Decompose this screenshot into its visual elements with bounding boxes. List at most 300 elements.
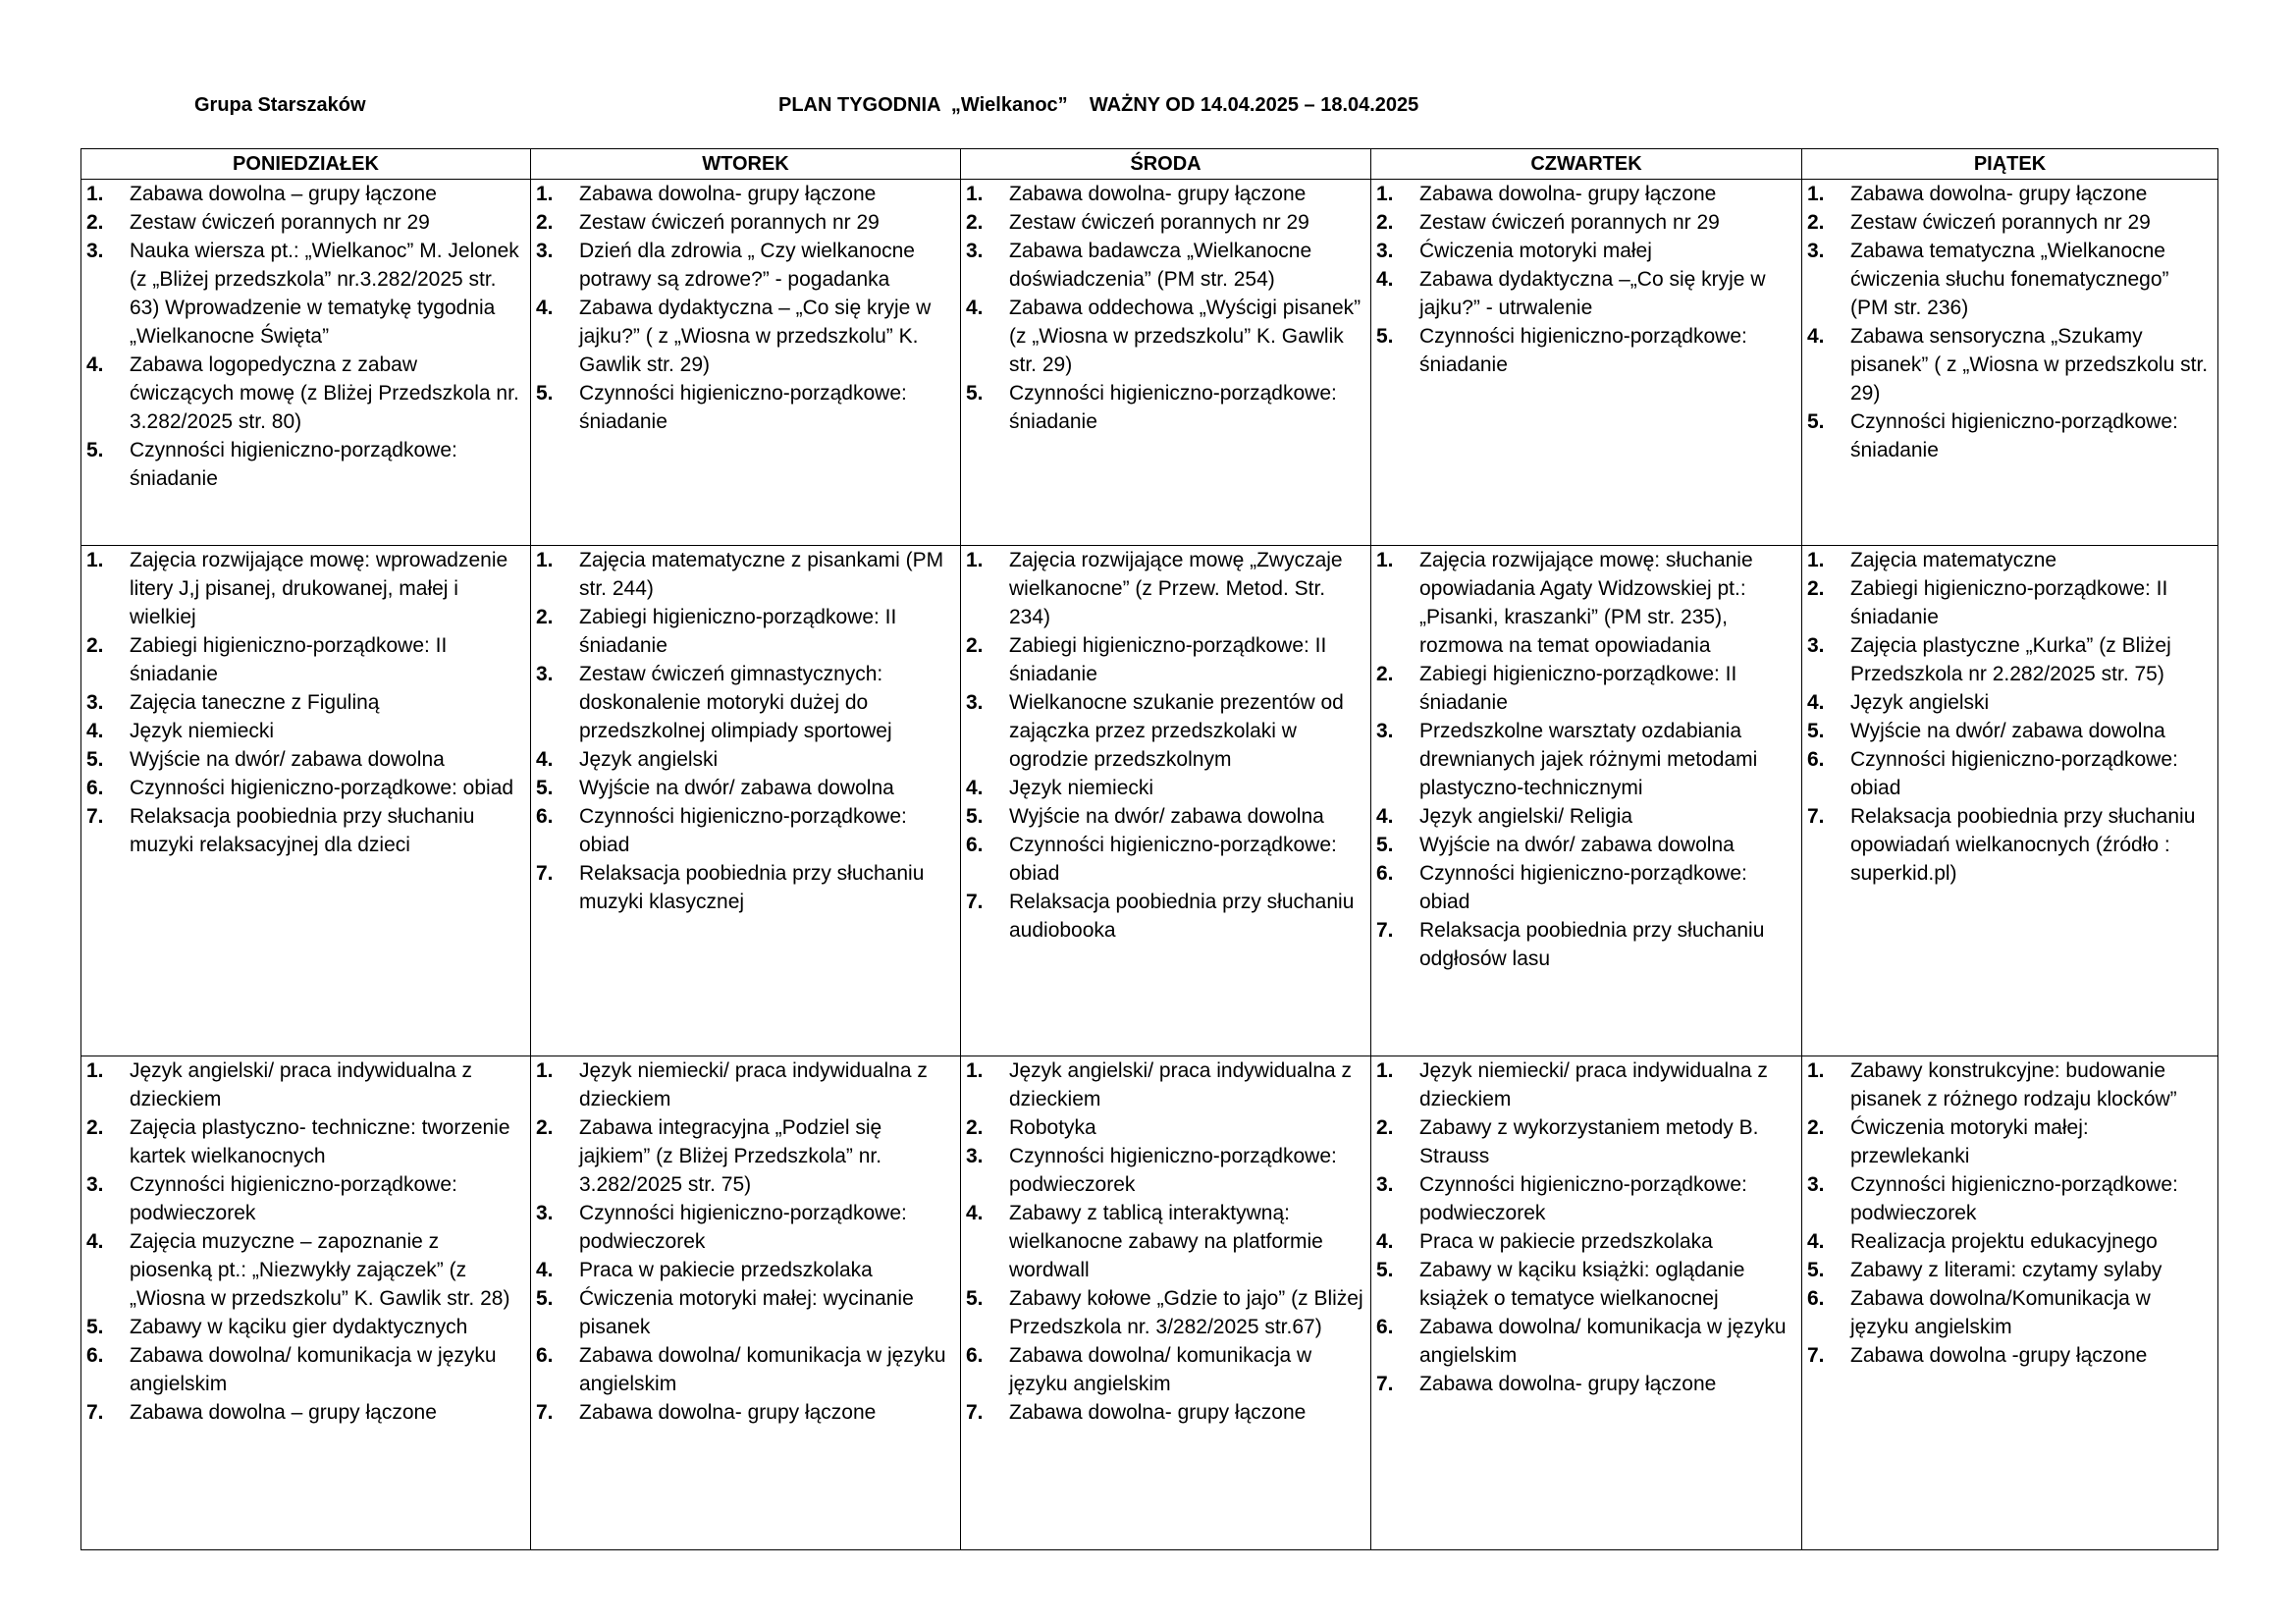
activity-item [966,237,1364,294]
activity-text: Czynności higieniczno-porządkowe: obiad [130,777,514,800]
activity-item [536,237,954,294]
activity-number: 6. [966,834,984,857]
activity-number: 4. [966,777,984,800]
activity-text: Zabawy z tablicą interaktywną: wielkanocne zabawy na platformie wordwall [1009,1201,1323,1281]
activity-text: Zabawa dowolna/ komunikacja w języku angielskim [1419,1315,1787,1367]
activity-number: 5. [536,1286,554,1310]
activity-number: 1. [536,1058,554,1082]
activity-text: Zabiegi higieniczno-porządkowe: II śniadanie [1850,577,2168,629]
activity-list [1807,180,2212,464]
cell-monday-afternoon [81,1056,531,1549]
activity-item [86,688,524,717]
activity-number: 2. [966,1115,984,1139]
activity-item [536,859,954,916]
activity-number: 6. [86,1343,104,1367]
activity-text: Język angielski/ praca indywidualna z dzieckiem [130,1058,473,1110]
activity-item [966,208,1364,237]
activity-number: 3. [1376,240,1394,262]
activity-text: Zabawa tematyczna „Wielkanocne ćwiczenia słuchu fonematycznego” (PM str. 236) [1850,240,2169,319]
activity-item [1376,180,1795,208]
activity-text: Zabiegi higieniczno-porządkowe: II śniadanie [1419,663,1737,715]
activity-number: 4. [1807,325,1825,348]
activity-number: 3. [86,1172,104,1196]
activity-text: Ćwiczenia motoryki małej [1419,240,1652,262]
activity-number: 3. [1376,720,1394,743]
activity-text: Język niemiecki [130,720,275,743]
activity-number: 2. [536,606,554,629]
activity-number: 4. [536,748,554,772]
activity-number: 5. [966,382,984,405]
activity-text: Zabiegi higieniczno-porządkowe: II śniadanie [1009,634,1327,686]
activity-list [86,180,524,493]
activity-list [536,1056,954,1427]
activity-number: 1. [1807,549,1825,572]
activity-item [86,774,524,802]
activity-number: 5. [1376,1258,1394,1281]
activity-text: Dzień dla zdrowia „ Czy wielkanocne potrawy są zdrowe?” - pogadanka [579,240,915,291]
activity-number: 3. [536,663,554,686]
activity-text: Zestaw ćwiczeń gimnastycznych: doskonalenie motoryki dużej do przedszkolnej olimpiady sportowej [579,663,892,743]
activity-item [1807,802,2212,888]
activity-item [1807,1341,2212,1370]
plan-row-midday [81,546,2218,1056]
activity-number: 4. [86,1229,104,1253]
activity-text: Czynności higieniczno-porządkowe: śniadanie [1419,325,1747,376]
activity-text: Relaksacja poobiednia przy słuchaniu muzyki klasycznej [579,862,925,914]
activity-item [1376,660,1795,717]
activity-text: Zabawa dowolna – grupy łączone [130,1400,437,1424]
activity-item [86,1113,524,1170]
activity-item [536,294,954,379]
activity-number: 2. [1807,1115,1825,1139]
activity-item [536,1056,954,1113]
activity-number: 4. [966,1201,984,1224]
activity-item [1376,1313,1795,1370]
activity-number: 7. [966,891,984,914]
activity-text: Praca w pakiecie przedszkolaka [579,1258,873,1281]
activity-number: 1. [1376,1058,1394,1082]
activity-item [966,1199,1364,1284]
activity-number: 5. [1807,720,1825,743]
activity-list [1807,546,2212,888]
activity-item [966,1056,1364,1113]
activity-item [536,1284,954,1341]
weekly-plan-table [80,148,2218,1550]
activity-number: 2. [1376,1115,1394,1139]
activity-item [966,1113,1364,1142]
activity-item [536,774,954,802]
activity-list [536,546,954,916]
cell-tuesday-afternoon [531,1056,961,1549]
activity-text: Wyjście na dwór/ zabawa dowolna [1850,720,2165,743]
activity-number: 3. [966,1144,984,1167]
activity-item [966,831,1364,888]
activity-number: 5. [966,805,984,829]
activity-text: Czynności higieniczno-porządkowe: podwieczorek [1009,1144,1337,1196]
activity-number: 5. [536,382,554,405]
activity-text: Wyjście na dwór/ zabawa dowolna [130,748,445,772]
activity-text: Język niemiecki [1009,777,1154,800]
day-header-thursday: CZWARTEK [1371,149,1802,180]
activity-number: 6. [86,777,104,800]
activity-number: 1. [966,183,984,205]
activity-text: Nauka wiersza pt.: „Wielkanoc” M. Jelonek (z „Bliżej przedszkola” nr.3.282/2025 str. 63) Wprowadzenie w tematykę tygodnia „Wielkanocne Święta” [130,240,519,348]
activity-item [536,1199,954,1256]
activity-text: Wyjście na dwór/ zabawa dowolna [1009,805,1324,829]
activity-number: 5. [1807,1258,1825,1281]
activity-item [86,351,524,436]
activity-text: Realizacja projektu edukacyjnego [1850,1229,2158,1253]
activity-list [1807,1056,2212,1370]
activity-item [966,379,1364,436]
activity-text: Robotyka [1009,1115,1096,1139]
activity-item [966,802,1364,831]
activity-item [536,1256,954,1284]
activity-item [86,208,524,237]
activity-number: 7. [1807,805,1825,829]
cell-monday-midday [81,546,531,1056]
activity-item [966,1398,1364,1427]
activity-text: Zabawy kołowe „Gdzie to jajo” (z Bliżej Przedszkola nr. 3/282/2025 str.67) [1009,1286,1363,1338]
activity-item [1807,631,2212,688]
activity-text: Zajęcia plastyczne „Kurka” (z Bliżej Przedszkola nr 2.282/2025 str. 75) [1850,634,2171,686]
activity-item [1376,1170,1795,1227]
activity-item [966,180,1364,208]
activity-number: 5. [86,748,104,772]
activity-text: Zabawa dydaktyczna – „Co się kryje w jajku?” ( z „Wiosna w przedszkolu” K. Gawlik str. 29) [579,297,932,376]
activity-text: Zabawy w kąciku książki: oglądanie książek o tematyce wielkanocnej [1419,1258,1745,1310]
activity-number: 5. [86,1315,104,1338]
activity-item [536,180,954,208]
activity-text: Zabiegi higieniczno-porządkowe: II śniadanie [130,634,448,686]
activity-text: Wyjście na dwór/ zabawa dowolna [1419,834,1735,857]
activity-text: Czynności higieniczno-porządkowe: podwieczorek [1850,1172,2178,1224]
activity-text: Zestaw ćwiczeń porannych nr 29 [130,211,430,234]
activity-item [536,745,954,774]
activity-item [86,1056,524,1113]
activity-number: 6. [1376,862,1394,886]
activity-item [1376,802,1795,831]
activity-item [1807,1227,2212,1256]
activity-number: 5. [1376,834,1394,857]
activity-number: 2. [86,634,104,658]
activity-list [1376,180,1795,379]
activity-text: Zabawa logopedyczna z zabaw ćwiczących mowę (z Bliżej Przedszkola nr. 3.282/2025 str. 80) [130,353,519,433]
activity-text: Zabawa dowolna -grupy łączone [1850,1343,2148,1367]
activity-item [966,888,1364,945]
activity-text: Zabawa oddechowa „Wyścigi pisanek” (z „Wiosna w przedszkolu” K. Gawlik str. 29) [1009,297,1362,376]
activity-item [1376,1113,1795,1170]
activity-number: 5. [1376,325,1394,348]
activity-item [86,717,524,745]
activity-text: Zabawa sensoryczna „Szukamy pisanek” ( z „Wiosna w przedszkolu str. 29) [1850,325,2209,405]
activity-number: 5. [536,777,554,800]
activity-list [966,546,1364,945]
day-header-friday: PIĄTEK [1802,149,2218,180]
day-header-tuesday: WTOREK [531,149,961,180]
activity-item [1807,688,2212,717]
activity-text: Relaksacja poobiednia przy słuchaniu muzyki relaksacyjnej dla dzieci [130,805,475,857]
activity-number: 4. [536,1258,554,1281]
activity-text: Zabawa dowolna- grupy łączone [1419,183,1717,205]
activity-number: 3. [966,240,984,262]
activity-text: Zajęcia rozwijające mowę: słuchanie opowiadania Agaty Widzowskiej pt.: „Pisanki, kraszanki” (PM str. 235), rozmowa na temat opowiadania [1419,549,1753,658]
activity-number: 2. [536,1115,554,1139]
activity-text: Przedszkolne warsztaty ozdabiania drewnianych jajek różnymi metodami plastyczno-technicznymi [1419,720,1758,800]
activity-number: 6. [966,1343,984,1367]
activity-number: 1. [966,1058,984,1082]
activity-text: Zajęcia muzyczne – zapoznanie z piosenką pt.: „Niezwykły zajączek” (z „Wiosna w przedszkolu” K. Gawlik str. 28) [130,1229,510,1310]
group-name: Grupa Starszaków [194,94,366,116]
activity-text: Relaksacja poobiednia przy słuchaniu opowiadań wielkanocnych (źródło : superkid.pl) [1850,805,2196,886]
activity-number: 3. [86,240,104,262]
activity-number: 2. [86,211,104,234]
activity-item [86,1398,524,1427]
activity-text: Zestaw ćwiczeń porannych nr 29 [1850,211,2151,234]
activity-number: 3. [536,240,554,262]
activity-text: Zabawa dowolna/ komunikacja w języku angielskim [579,1343,946,1395]
activity-text: Język angielski/ praca indywidualna z dzieckiem [1009,1058,1353,1110]
activity-item [86,631,524,688]
activity-text: Relaksacja poobiednia przy słuchaniu audiobooka [1009,891,1355,943]
activity-item [1807,208,2212,237]
activity-item [1807,1256,2212,1284]
activity-list [536,180,954,436]
activity-text: Zabawa dowolna- grupy łączone [1009,183,1307,205]
activity-number: 3. [536,1201,554,1224]
activity-number: 4. [1807,1229,1825,1253]
activity-item [86,237,524,351]
activity-number: 1. [536,549,554,572]
activity-number: 1. [1807,1058,1825,1082]
cell-tuesday-midday [531,546,961,1056]
activity-item [536,1398,954,1427]
page-header [0,94,2296,124]
activity-item [536,660,954,745]
activity-item [1376,208,1795,237]
activity-text: Zabawy w kąciku gier dydaktycznych [130,1315,468,1338]
activity-number: 2. [1376,211,1394,234]
activity-number: 6. [1807,1286,1825,1310]
activity-item [1807,1113,2212,1170]
activity-text: Czynności higieniczno-porządkowe: śniadanie [1009,382,1337,433]
activity-text: Zajęcia rozwijające mowę: wprowadzenie litery J,j pisanej, drukowanej, małej i wielkiej [130,549,508,629]
activity-item [966,1142,1364,1199]
activity-text: Zabawa integracyjna „Podziel się jajkiem” (z Bliżej Przedszkola” nr. 3.282/2025 str. 75) [579,1115,882,1196]
activity-text: Język angielski [579,748,719,772]
activity-text: Zabawa dowolna- grupy łączone [1419,1372,1717,1395]
activity-number: 4. [1376,1229,1394,1253]
activity-number: 1. [1376,549,1394,572]
activity-number: 4. [86,353,104,376]
activity-text: Praca w pakiecie przedszkolaka [1419,1229,1713,1253]
activity-item [1376,322,1795,379]
activity-number: 3. [1807,1172,1825,1196]
activity-text: Zestaw ćwiczeń porannych nr 29 [1009,211,1309,234]
activity-item [1807,1056,2212,1113]
activity-text: Zajęcia matematyczne [1850,549,2057,572]
activity-item [536,208,954,237]
activity-list [966,1056,1364,1427]
activity-text: Zabawa dowolna- grupy łączone [1850,183,2148,205]
activity-item [1807,574,2212,631]
activity-item [1807,1284,2212,1341]
activity-number: 1. [1807,183,1825,205]
activity-item [1376,237,1795,265]
activity-text: Czynności higieniczno-porządkowe: podwieczorek [130,1172,457,1224]
activity-number: 1. [1376,183,1394,205]
activity-list [1376,1056,1795,1398]
activity-item [1376,717,1795,802]
activity-item [536,379,954,436]
activity-number: 3. [1376,1172,1394,1196]
activity-text: Język angielski/ Religia [1419,805,1633,829]
activity-text: Czynności higieniczno-porządkowe: podwieczorek [579,1201,907,1253]
activity-item [966,294,1364,379]
activity-number: 2. [1807,211,1825,234]
activity-item [86,1227,524,1313]
activity-text: Wielkanocne szukanie prezentów od zajączka przez przedszkolaki w ogrodzie przedszkolnym [1009,691,1344,772]
activity-item [1376,1056,1795,1113]
activity-item [966,1284,1364,1341]
activity-text: Relaksacja poobiednia przy słuchaniu odgłosów lasu [1419,919,1765,971]
activity-list [1376,546,1795,973]
activity-text: Zabawy konstrukcyjne: budowanie pisanek z różnego rodzaju klocków” [1850,1058,2177,1110]
activity-item [1807,180,2212,208]
activity-item [1376,831,1795,859]
activity-number: 7. [86,1400,104,1424]
plan-title: PLAN TYGODNIA „Wielkanoc” WAŻNY OD 14.04.2025 – 18.04.2025 [778,94,1419,116]
activity-number: 6. [536,805,554,829]
cell-friday-afternoon [1802,1056,2218,1549]
activity-item [1376,1256,1795,1313]
activity-text: Czynności higieniczno-porządkowe: śniadanie [579,382,907,433]
activity-number: 2. [966,211,984,234]
activity-item [86,1313,524,1341]
activity-list [966,180,1364,436]
activity-item [86,180,524,208]
activity-number: 3. [1807,634,1825,658]
activity-item [1807,546,2212,574]
activity-item [1807,237,2212,322]
activity-text: Zabawa dowolna/ komunikacja w języku angielskim [130,1343,497,1395]
activity-item [1807,1170,2212,1227]
activity-text: Czynności higieniczno-porządkowe: obiad [1850,748,2178,800]
activity-number: 1. [536,183,554,205]
activity-item [966,631,1364,688]
activity-text: Zabawa dowolna – grupy łączone [130,183,437,205]
activity-item [536,1341,954,1398]
activity-item [1807,745,2212,802]
activity-number: 3. [86,691,104,715]
activity-number: 4. [536,297,554,319]
activity-number: 2. [1807,577,1825,601]
day-header-wednesday: ŚRODA [961,149,1371,180]
activity-number: 5. [86,439,104,461]
activity-text: Zestaw ćwiczeń porannych nr 29 [579,211,880,234]
activity-text: Czynności higieniczno-porządkowe: obiad [1009,834,1337,886]
activity-item [536,546,954,603]
activity-text: Zabawy z literami: czytamy sylaby [1850,1258,2163,1281]
activity-text: Zestaw ćwiczeń porannych nr 29 [1419,211,1720,234]
activity-text: Zajęcia rozwijające mowę „Zwyczaje wielkanocne” (z Przew. Metod. Str. 234) [1009,549,1343,629]
activity-number: 7. [966,1400,984,1424]
activity-number: 1. [966,549,984,572]
activity-number: 7. [1376,1372,1394,1395]
activity-number: 4. [966,297,984,319]
activity-number: 1. [86,183,104,205]
activity-item [536,802,954,859]
activity-item [966,774,1364,802]
activity-text: Czynności higieniczno-porządkowe: obiad [1419,862,1747,914]
activity-text: Czynności higieniczno-porządkowe: śniadanie [1850,410,2178,461]
activity-text: Zajęcia taneczne z Figuliną [130,691,380,715]
activity-number: 5. [966,1286,984,1310]
cell-wednesday-afternoon [961,1056,1371,1549]
day-header-row [81,149,2218,180]
cell-wednesday-midday [961,546,1371,1056]
cell-thursday-morning [1371,180,1802,546]
activity-item [1376,859,1795,916]
activity-number: 4. [86,720,104,743]
activity-text: Ćwiczenia motoryki małej: wycinanie pisanek [579,1286,914,1338]
activity-text: Czynności higieniczno-porządkowe: obiad [579,805,907,857]
activity-number: 4. [1376,268,1394,291]
activity-item [1376,265,1795,322]
activity-number: 3. [1807,240,1825,262]
cell-tuesday-morning [531,180,961,546]
activity-text: Zajęcia matematyczne z pisankami (PM str. 244) [579,549,944,601]
cell-friday-morning [1802,180,2218,546]
cell-thursday-midday [1371,546,1802,1056]
activity-number: 1. [86,1058,104,1082]
activity-text: Zabawa dowolna- grupy łączone [579,183,877,205]
activity-text: Język niemiecki/ praca indywidualna z dzieckiem [579,1058,928,1110]
activity-text: Język niemiecki/ praca indywidualna z dzieckiem [1419,1058,1768,1110]
activity-list [86,1056,524,1427]
activity-item [536,603,954,660]
activity-item [86,436,524,493]
activity-item [86,802,524,859]
plan-row-afternoon [81,1056,2218,1549]
activity-item [1376,1370,1795,1398]
activity-number: 2. [86,1115,104,1139]
cell-monday-morning [81,180,531,546]
activity-item [536,1113,954,1199]
activity-number: 3. [966,691,984,715]
activity-text: Zabawa badawcza „Wielkanocne doświadczenia” (PM str. 254) [1009,240,1312,291]
activity-item [966,688,1364,774]
activity-number: 2. [966,634,984,658]
activity-number: 4. [1376,805,1394,829]
activity-number: 2. [536,211,554,234]
activity-text: Zabawa dowolna- grupy łączone [579,1400,877,1424]
activity-item [966,1341,1364,1398]
activity-text: Zajęcia plastyczno- techniczne: tworzenie kartek wielkanocnych [130,1115,510,1167]
activity-text: Ćwiczenia motoryki małej: przewlekanki [1850,1115,2089,1167]
activity-number: 7. [536,862,554,886]
activity-item [1376,916,1795,973]
cell-friday-midday [1802,546,2218,1056]
activity-number: 2. [1376,663,1394,686]
activity-text: Zabawa dydaktyczna –„Co się kryje w jajku?” - utrwalenie [1419,268,1766,319]
activity-item [86,745,524,774]
activity-text: Zabawa dowolna- grupy łączone [1009,1400,1307,1424]
activity-list [86,546,524,859]
activity-number: 1. [86,549,104,572]
plan-row-morning [81,180,2218,546]
activity-item [1376,1227,1795,1256]
